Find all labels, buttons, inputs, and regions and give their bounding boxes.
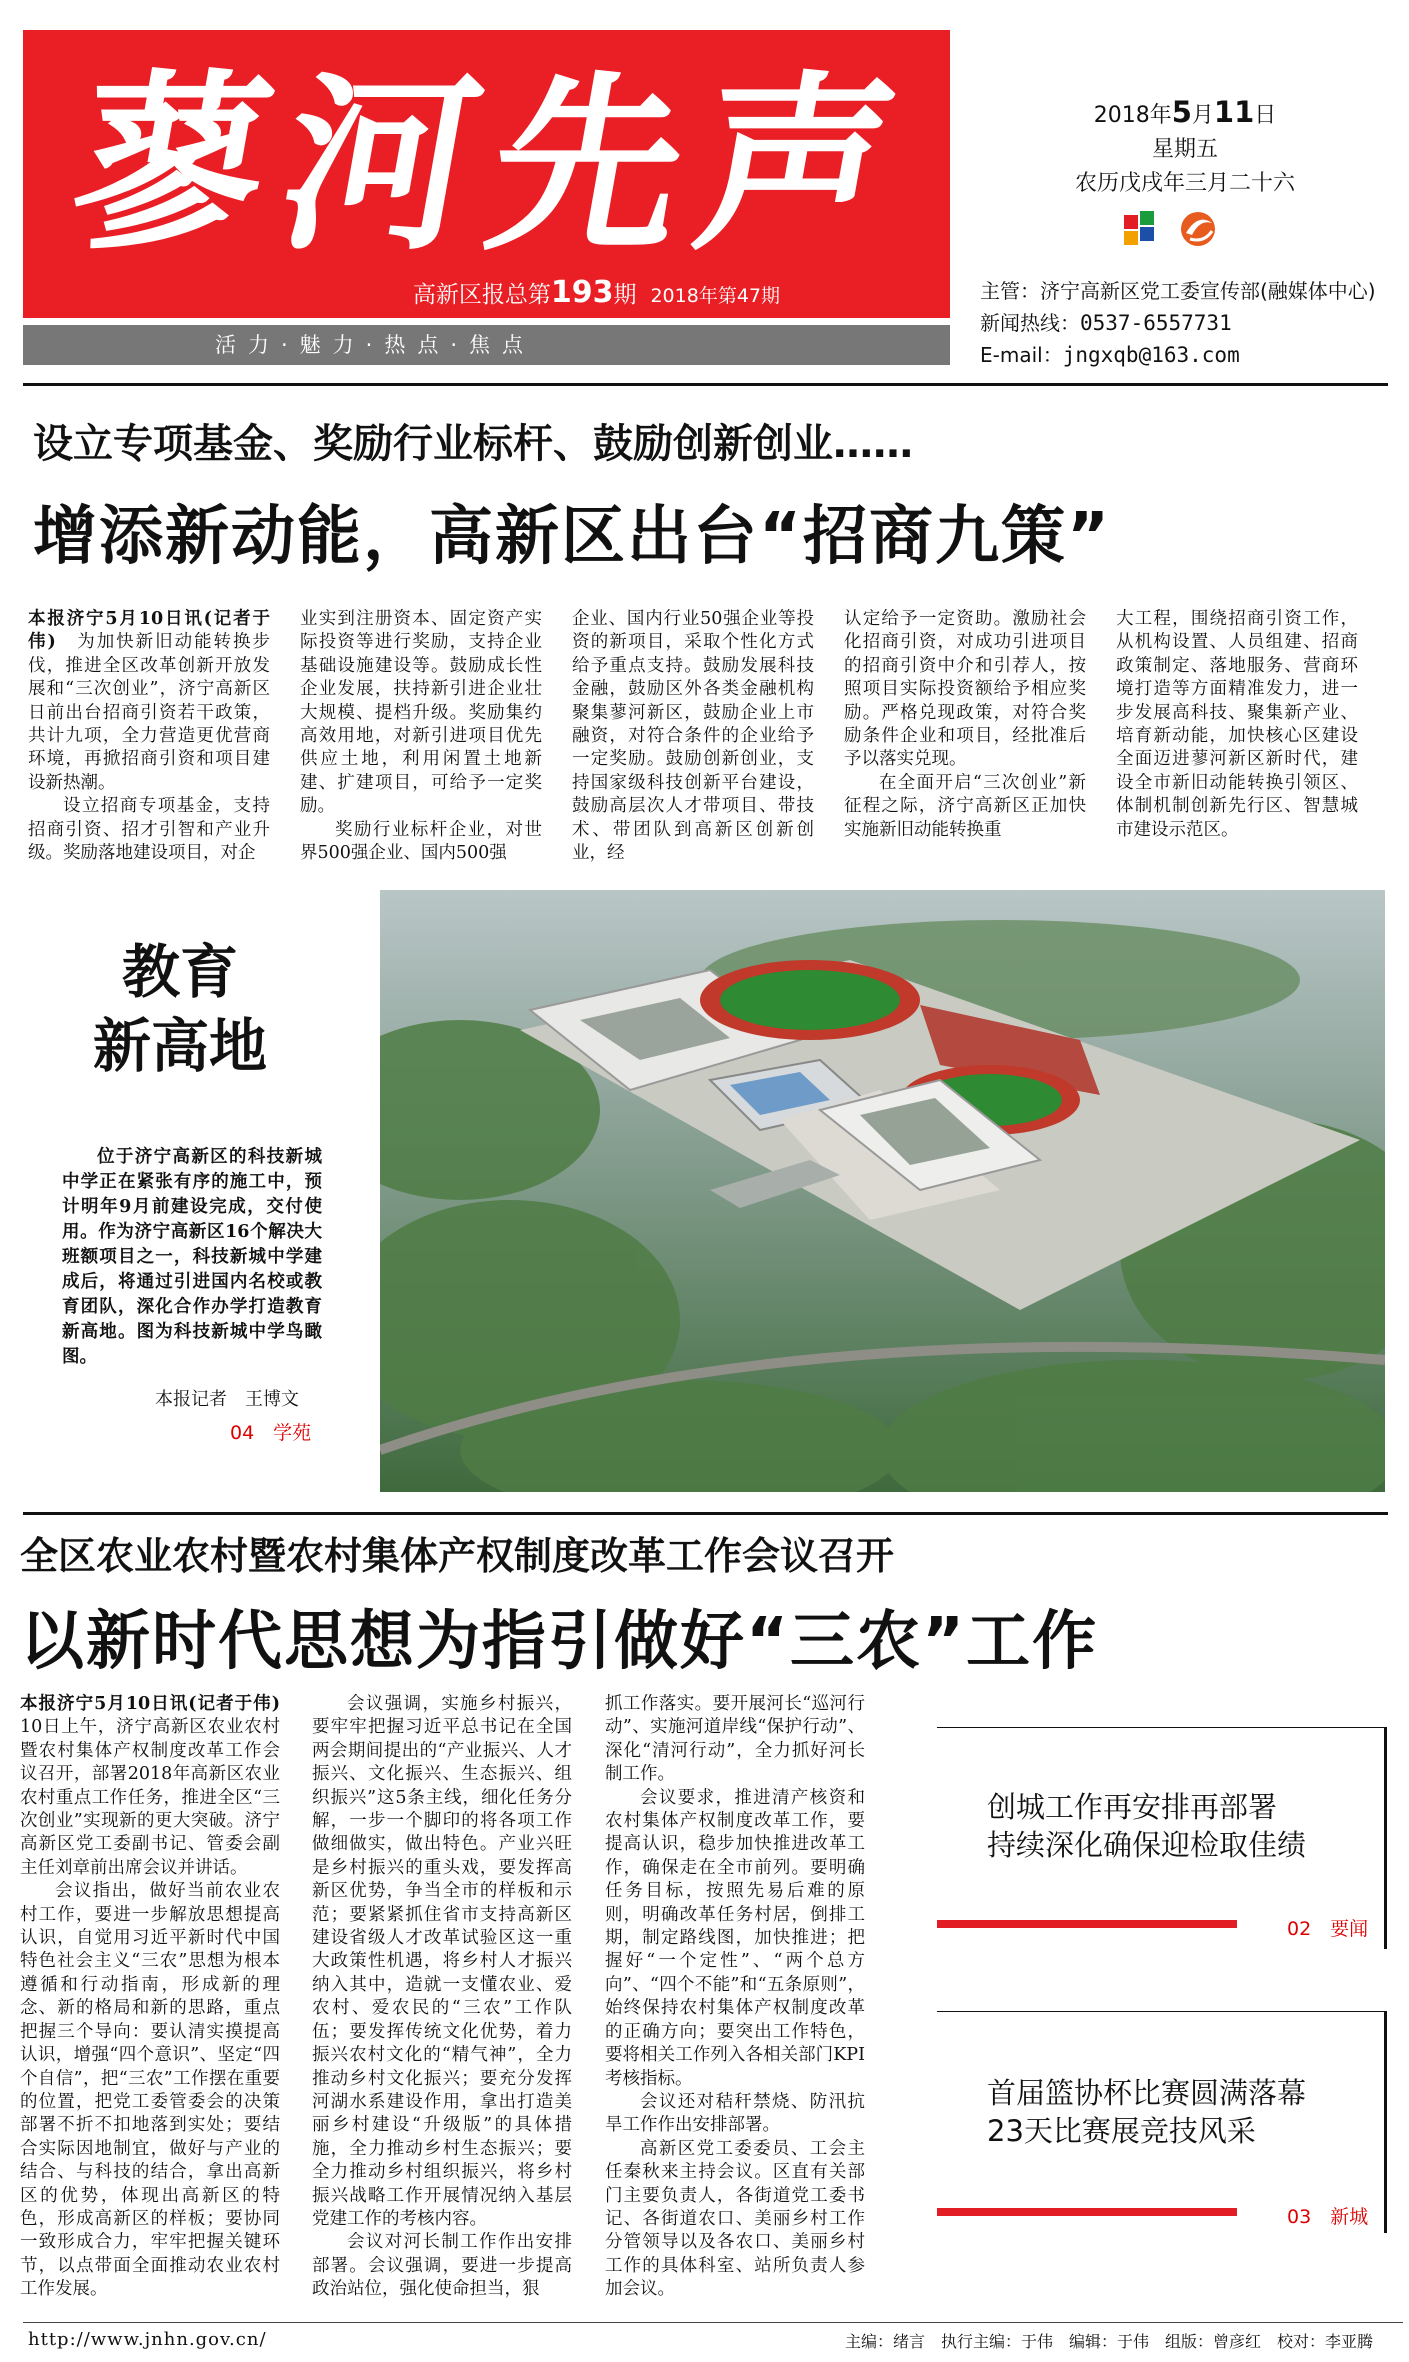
promo-title-line2: 23天比赛展竞技风采	[987, 2114, 1256, 2148]
page-reference[interactable]: 02 要闻	[1287, 1918, 1369, 1940]
story2-kicker: 全区农业农村暨农村集体产权制度改革工作会议召开	[20, 1534, 895, 1578]
hotline-line: 新闻热线：0537-6557731	[980, 311, 1232, 335]
promo-title-line1: 首届篮协杯比赛圆满落幕	[987, 2076, 1307, 2110]
quad-logo-icon	[1124, 211, 1154, 245]
story1-column-1: 本报济宁5月10日讯(记者于伟) 为加快新旧动能转换步伐，推进全区改革创新开放发展和“三次创业”，济宁高新区日前出台招商引资若干政策，共计九项，全力营造更优营商环境，再掀招商引资和项目建设新热潮。 设立招商专项基金，支持招商引资、招才引智和产业升级。奖励落地建设项目，对企	[28, 609, 271, 864]
story1-column-3: 企业、国内行业50强企业等投资的新项目，采取个性化方式给予重点支持。鼓励发展科技金融，鼓励区外各类金融机构聚集蓼河新区，鼓励企业上市融资，对符合条件的企业给予一定奖励。鼓励创新创业，支持国家级科技创新平台建设，鼓励高层次人才带项目、带技术、带团队到高新区创新创业，经	[572, 609, 814, 864]
red-accent-bar	[937, 2208, 1237, 2216]
footer	[23, 2322, 1403, 2358]
red-accent-bar	[937, 1920, 1237, 1928]
promo-title-line1: 创城工作再安排再部署	[987, 1790, 1278, 1824]
lunar-date: 农历戊戌年三月二十六	[1074, 171, 1295, 196]
publication-date: 2018年5月11日	[1093, 95, 1277, 129]
story1-column-4: 认定给予一定资助。激励社会化招商引资，对成功引进项目的招商引资中介和引荐人，按照项目实际投资额给予相应奖励。严格兑现政策，对符合奖励条件企业和项目，经批准后予以落实兑现。 在全面开启“三次创业”新征程之际，济宁高新区正加快实施新旧动能转换重	[844, 609, 1086, 840]
promo-title-line2: 持续深化确保迎检取佳绩	[987, 1828, 1307, 1862]
promo-box-chuangcheng[interactable]	[937, 1727, 1387, 1949]
story2-column-1: 本报济宁5月10日讯(记者于伟) 10日上午，济宁高新区农业农村暨农村集体产权制度改革工作会议召开，部署2018年高新区农业农村重点工作任务，推进全区“三次创业”实现新的更大突破。济宁高新区党工委副书记、管委会副主任刘章前出席会议并讲话。 会议指出，做好当前农业农村工作，要进一步解放思想提高认识，自觉用习近平新时代中国特色社会主义“三农”思想为根本遵循和行动指南，形成新的理念、新的格局和新的思路，重点把握三个导向：要认清实摸提高认识，增强“四个意识”、坚定“四个自信”，把“三农”工作摆在重要的位置，把党工委管委会的决策部署不折不扣地落到实处；要结合实际因地制宜，做好与产业的结合、与科技的结合，拿出高新区的优势，体现出高新区的特色，形成高新区的样板；要协同一致形成合力，牢牢把握关键环节，以点带面全面推动农业农村工作发展。	[20, 1694, 280, 2300]
weekday: 星期五	[1151, 137, 1218, 162]
photo-credit: 本报记者 王博文	[155, 1389, 299, 1410]
sponsor-line: 主管：济宁高新区党工委宣传部(融媒体中心)	[980, 279, 1376, 303]
divider	[23, 383, 1388, 386]
feature-title: 教育 新高地	[92, 938, 267, 1080]
page-reference[interactable]: 04 学苑	[230, 1422, 312, 1444]
partner-logos	[1120, 205, 1230, 255]
story1-column-2: 业实到注册资本、固定资产实际投资等进行奖励，支持企业基础设施建设等。鼓励成长性企业发展，扶持新引进企业壮大规模、提档升级。奖励集约高效用地，对新引进项目优先供应土地，利用闲置土地新建、扩建项目，可给予一定奖励。 奖励行业标杆企业，对世界500强企业、国内500强	[300, 609, 542, 864]
divider	[23, 1512, 1388, 1515]
publisher-info	[980, 275, 1400, 371]
swirl-logo-icon	[1181, 212, 1215, 246]
feature-caption: 位于济宁高新区的科技新城中学正在紧张有序的施工中，预计明年9月前建设完成，交付使用。作为济宁高新区16个解决大班额项目之一，科技新城中学建成后，将通过引进国内名校或教育团队，深化合作办学打造教育新高地。图为科技新城中学鸟瞰图。	[62, 1147, 322, 1367]
date-box	[1035, 95, 1335, 201]
promo-box-basketball[interactable]	[937, 2011, 1387, 2233]
issue-number: 高新区报总第193期 2018年第47期	[412, 275, 780, 310]
slogan-bar: 活力·魅力·热点·焦点	[23, 325, 950, 365]
website-link[interactable]: http://www.jnhn.gov.cn/	[28, 2329, 267, 2350]
page-reference[interactable]: 03 新城	[1287, 2206, 1369, 2228]
newspaper-title-logo: 蓼河先声	[57, 53, 929, 276]
email-line[interactable]: E-mail：jngxqb@163.com	[980, 343, 1240, 367]
story2-column-2: 会议强调，实施乡村振兴，要牢牢把握习近平总书记在全国两会期间提出的“产业振兴、人才振兴、文化振兴、生态振兴、组织振兴”这5条主线，细化任务分解，一步一个脚印的将各项工作做细做实，做出特色。产业兴旺是乡村振兴的重头戏，要发挥高新区优势，争当全市的样板和示范；要紧紧抓住省市支持高新区建设省级人才改革试验区这一重大政策性机遇，将乡村人才振兴纳入其中，造就一支懂农业、爱农村、爱农民的“三农”工作队伍；要发挥传统文化优势，着力振兴农村文化的“精气神”，全力推动乡村文化振兴；要充分发挥河湖水系建设作用，拿出打造美丽乡村建设“升级版”的具体措施，全力推动乡村生态振兴；要全力推动乡村组织振兴，将乡村振兴战略工作开展情况纳入基层党建工作的考核内容。 会议对河长制工作作出安排部署。会议强调，要进一步提高政治站位，强化使命担当，狠	[312, 1694, 572, 2300]
story2-column-3: 抓工作落实。要开展河长“巡河行动”、实施河道岸线“保护行动”、深化“清河行动”，全力抓好河长制工作。 会议要求，推进清产核资和农村集体产权制度改革工作，要提高认识，稳步加快推进改革工作，确保走在全市前列。要明确任务目标，按照先易后难的原则，明确改革任务村居，倒排工期，制定路线图，加快推进；把握好“一个定性”、“两个总方向”、“四个不能”和“五条原则”，始终保持农村集体产权制度改革的正确方向；要突出工作特色，要将相关工作列入各相关部门KPI考核指标。 会议还对秸秆禁烧、防汛抗旱工作作出安排部署。 高新区党工委委员、工会主任秦秋来主持会议。区直有关部门主要负责人，各街道党工委书记、各街道农口、美丽乡村工作分管领导以及各农口、美丽乡村工作的具体科室、站所负责人参加会议。	[605, 1694, 865, 2300]
story1-column-5: 大工程，围绕招商引资工作，从机构设置、人员组建、招商政策制定、落地服务、营商环境打造等方面精准发力，进一步发展高科技、聚集新产业、培育新动能，加快核心区建设全面迈进蓼河新区新时代，建设全市新旧动能转换引领区、体制机制创新先行区、智慧城市建设示范区。	[1116, 609, 1358, 840]
editorial-credits: 主编：绪言 执行主编：于伟 编辑：于伟 组版：曾彦红 校对：李亚腾	[844, 2332, 1373, 2351]
story1-kicker: 设立专项基金、奖励行业标杆、鼓励创新创业……	[33, 421, 913, 467]
story2-headline: 以新时代思想为指引做好“三农”工作	[20, 1605, 1099, 1679]
masthead	[23, 30, 950, 318]
story1-headline: 增添新动能，高新区出台“招商九策”	[33, 500, 1112, 574]
school-aerial-photo	[380, 890, 1385, 1492]
